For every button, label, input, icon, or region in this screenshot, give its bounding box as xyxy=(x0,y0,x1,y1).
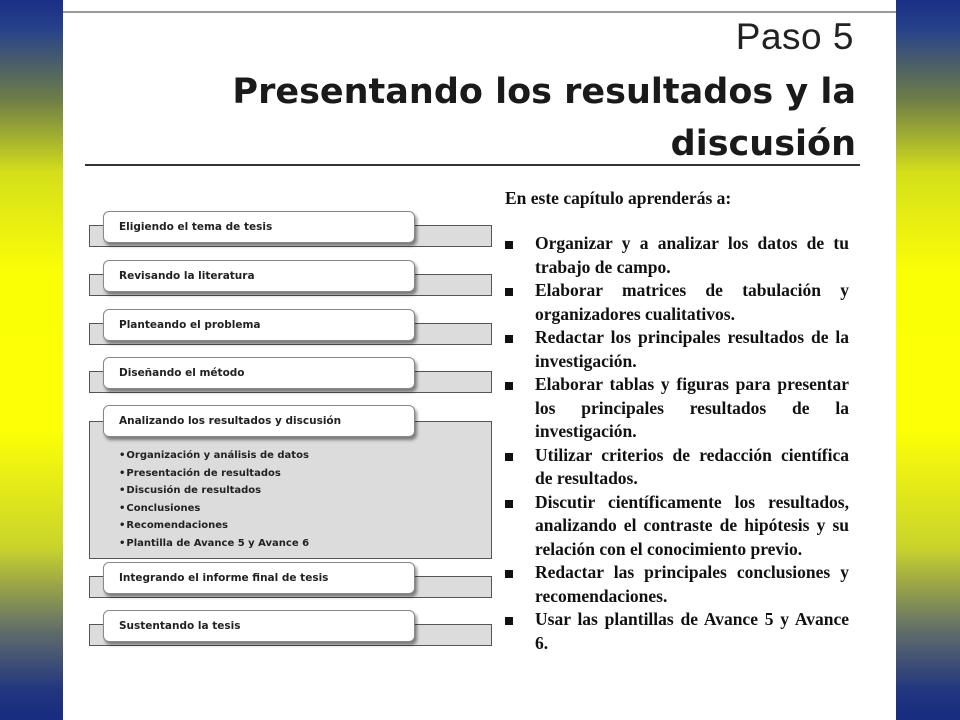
title-line-1: Presentando los resultados y la xyxy=(232,72,856,112)
objective-item xyxy=(505,326,849,373)
roadmap-step-label: Integrando el informe final de tesis xyxy=(103,562,415,594)
roadmap-subitem: • Conclusiones xyxy=(119,500,309,518)
objective-item xyxy=(505,232,849,279)
objective-text: Elaborar tablas y figuras para presentar los principales resultados de la investigación. xyxy=(535,374,849,441)
roadmap-subitem: • Discusión de resultados xyxy=(119,482,309,500)
step-number: Paso 5 xyxy=(735,16,854,57)
square-bullet-icon xyxy=(505,617,513,625)
title-divider xyxy=(85,164,860,166)
square-bullet-icon xyxy=(505,453,513,461)
square-bullet-icon xyxy=(505,500,513,508)
roadmap-subitems xyxy=(119,447,309,552)
objective-item xyxy=(505,279,849,326)
roadmap-step-label: Eligiendo el tema de tesis xyxy=(103,211,415,243)
square-bullet-icon xyxy=(505,241,513,249)
page-title xyxy=(156,66,856,170)
objective-item xyxy=(505,608,849,655)
roadmap-step-label: Planteando el problema xyxy=(103,309,415,341)
roadmap-subitem: • Organización y análisis de datos xyxy=(119,447,309,465)
objective-item xyxy=(505,444,849,491)
objective-text: Organizar y a analizar los datos de tu trabajo de campo. xyxy=(535,233,849,277)
objective-text: Elaborar matrices de tabulación y organizadores cualitativos. xyxy=(535,280,849,324)
objective-text: Utilizar criterios de redacción científica de resultados. xyxy=(535,444,849,488)
objective-item xyxy=(505,491,849,562)
top-border-line xyxy=(63,11,896,13)
objective-text: Discutir científicamente los resultados, analizando el contraste de hipótesis y su relación con el conocimiento previo. xyxy=(535,491,849,559)
slide-page xyxy=(63,0,896,720)
roadmap-step-label: Diseñando el método xyxy=(103,357,415,389)
square-bullet-icon xyxy=(505,570,513,578)
chapter-intro: En este capítulo aprenderás a: xyxy=(505,188,732,208)
objective-item xyxy=(505,561,849,608)
objective-text: Redactar las principales conclusiones y recomendaciones. xyxy=(535,562,849,606)
objectives-list xyxy=(505,232,849,655)
objective-text: Redactar los principales resultados de la investigación. xyxy=(535,327,849,371)
roadmap-step-label: Analizando los resultados y discusión xyxy=(103,405,415,437)
roadmap-step-label: Revisando la literatura xyxy=(103,260,415,292)
title-line-2: discusión xyxy=(670,124,856,164)
objective-item xyxy=(505,373,849,444)
roadmap-subitem: • Presentación de resultados xyxy=(119,465,309,483)
roadmap-step-label: Sustentando la tesis xyxy=(103,610,415,642)
roadmap-subitem: • Recomendaciones xyxy=(119,517,309,535)
objective-text: Usar las plantillas de Avance 5 y Avance 6. xyxy=(535,609,849,653)
square-bullet-icon xyxy=(505,382,513,390)
square-bullet-icon xyxy=(505,335,513,343)
square-bullet-icon xyxy=(505,288,513,296)
roadmap-subitem: • Plantilla de Avance 5 y Avance 6 xyxy=(119,535,309,553)
